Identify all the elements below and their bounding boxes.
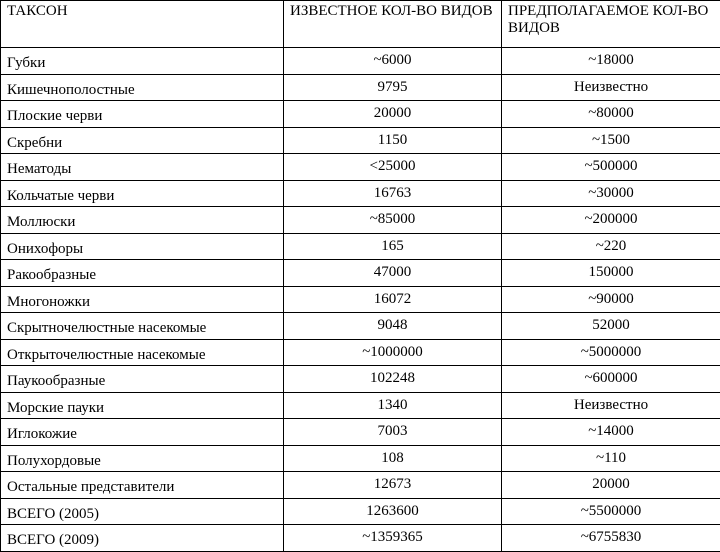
estimated-count-cell: ~90000 [502, 286, 720, 313]
taxon-label: Нематоды [7, 161, 71, 177]
known-count-cell: 7003 [284, 419, 502, 446]
estimated-count-cell: 20000 [502, 472, 720, 499]
table-row [1, 101, 720, 128]
taxon-cell [1, 498, 284, 525]
table-row [1, 154, 720, 181]
taxon-label: Многоножки [7, 294, 90, 310]
taxon-cell [1, 180, 284, 207]
known-count-cell: 16763 [284, 180, 502, 207]
known-count-cell: 12673 [284, 472, 502, 499]
table-row [1, 525, 720, 552]
taxon-label: Кишечнополостные [7, 82, 135, 98]
taxon-cell [1, 101, 284, 128]
known-count-cell: 20000 [284, 101, 502, 128]
taxon-label: Морские пауки [7, 400, 104, 416]
header-taxon: ТАКСОН [1, 1, 284, 48]
known-count-cell: ~85000 [284, 207, 502, 234]
known-count-cell: 108 [284, 445, 502, 472]
known-count-cell: ~6000 [284, 48, 502, 75]
estimated-count-cell: ~1500 [502, 127, 720, 154]
known-count-cell: 1263600 [284, 498, 502, 525]
table-row [1, 127, 720, 154]
estimated-count-cell: ~200000 [502, 207, 720, 234]
estimated-count-cell: ~5000000 [502, 339, 720, 366]
table-row [1, 498, 720, 525]
header-known: ИЗВЕСТНОЕ КОЛ-ВО ВИДОВ [284, 1, 502, 48]
known-count-cell: 9795 [284, 74, 502, 101]
known-count-cell: 165 [284, 233, 502, 260]
taxon-label: ВСЕГО (2005) [7, 506, 99, 522]
taxon-label: Скребни [7, 135, 62, 151]
known-count-cell: 1150 [284, 127, 502, 154]
taxon-label: Плоские черви [7, 108, 102, 124]
table-row [1, 207, 720, 234]
estimated-count-cell: ~110 [502, 445, 720, 472]
taxon-cell [1, 445, 284, 472]
taxon-cell [1, 154, 284, 181]
estimated-count-cell: ~600000 [502, 366, 720, 393]
table-row [1, 180, 720, 207]
estimated-count-cell: ~18000 [502, 48, 720, 75]
table-row [1, 74, 720, 101]
table-row [1, 419, 720, 446]
taxon-cell [1, 233, 284, 260]
table-row [1, 339, 720, 366]
taxon-label: Остальные представители [7, 479, 174, 495]
estimated-count-cell: 52000 [502, 313, 720, 340]
taxon-cell [1, 313, 284, 340]
estimated-count-cell: ~80000 [502, 101, 720, 128]
taxon-label: Скрытночелюстные насекомые [7, 320, 206, 336]
table-row [1, 286, 720, 313]
estimated-count-cell: ~6755830 [502, 525, 720, 552]
table-row [1, 392, 720, 419]
taxon-cell [1, 48, 284, 75]
known-count-cell: <25000 [284, 154, 502, 181]
header-estimated: ПРЕДПОЛАГАЕМОЕ КОЛ-ВО ВИДОВ [502, 1, 720, 48]
estimated-count-cell: 150000 [502, 260, 720, 287]
taxon-cell [1, 286, 284, 313]
table-row [1, 233, 720, 260]
taxon-label: Паукообразные [7, 373, 105, 389]
taxon-cell [1, 74, 284, 101]
known-count-cell: ~1359365 [284, 525, 502, 552]
known-count-cell: 47000 [284, 260, 502, 287]
taxon-label: Открыточелюстные насекомые [7, 347, 206, 363]
known-count-cell: 102248 [284, 366, 502, 393]
table-row [1, 260, 720, 287]
known-count-cell: ~1000000 [284, 339, 502, 366]
estimated-count-cell: ~5500000 [502, 498, 720, 525]
taxon-label: Иглокожие [7, 426, 77, 442]
taxon-cell [1, 339, 284, 366]
table-row [1, 472, 720, 499]
taxon-cell [1, 392, 284, 419]
estimated-count-cell: ~500000 [502, 154, 720, 181]
known-count-cell: 1340 [284, 392, 502, 419]
known-count-cell: 16072 [284, 286, 502, 313]
estimated-count-cell: ~220 [502, 233, 720, 260]
taxon-cell [1, 127, 284, 154]
taxon-cell [1, 366, 284, 393]
header-row [1, 1, 720, 48]
taxon-label: Моллюски [7, 214, 75, 230]
taxon-label: ВСЕГО (2009) [7, 532, 99, 548]
taxon-label: Полухордовые [7, 453, 101, 469]
taxon-label: Губки [7, 55, 45, 71]
table-row [1, 48, 720, 75]
estimated-count-cell: Неизвестно [502, 74, 720, 101]
taxon-label: Онихофоры [7, 241, 83, 257]
table-row [1, 366, 720, 393]
estimated-count-cell: ~14000 [502, 419, 720, 446]
taxon-cell [1, 260, 284, 287]
table-row [1, 313, 720, 340]
known-count-cell: 9048 [284, 313, 502, 340]
taxon-cell [1, 419, 284, 446]
taxon-label: Кольчатые черви [7, 188, 114, 204]
estimated-count-cell: ~30000 [502, 180, 720, 207]
taxon-label: Ракообразные [7, 267, 96, 283]
taxon-cell [1, 207, 284, 234]
taxon-cell [1, 472, 284, 499]
table-row [1, 445, 720, 472]
estimated-count-cell: Неизвестно [502, 392, 720, 419]
taxon-cell [1, 525, 284, 552]
